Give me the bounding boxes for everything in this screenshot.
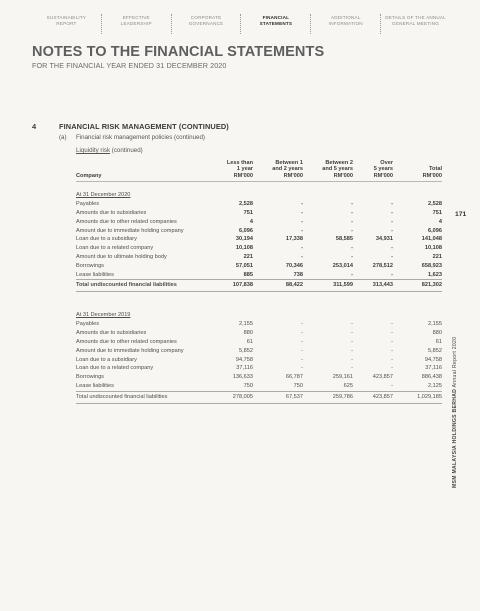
total-row bbox=[76, 280, 442, 292]
value-cell: - bbox=[301, 365, 303, 372]
value-cell: - bbox=[391, 254, 393, 260]
value-cell: 738 bbox=[293, 271, 303, 278]
value-cell: - bbox=[301, 210, 303, 217]
liquidity-maturity-table bbox=[76, 160, 442, 404]
value-cell: - bbox=[351, 254, 353, 260]
column-header bbox=[303, 160, 353, 182]
column-header-line: 5 years bbox=[373, 166, 393, 173]
column-header-line: Less than bbox=[226, 160, 253, 166]
value-cell: 4 bbox=[249, 218, 253, 225]
page-title: NOTES TO THE FINANCIAL STATEMENTS bbox=[32, 44, 325, 60]
value-cell: - bbox=[391, 382, 393, 389]
column-header bbox=[353, 160, 393, 182]
row-label: Amounts due to other related companies bbox=[76, 218, 177, 225]
table-header-row bbox=[76, 160, 442, 182]
table-row bbox=[76, 253, 442, 262]
value-cell: - bbox=[391, 201, 393, 208]
value-cell: 141,048 bbox=[421, 236, 442, 243]
value-cell: - bbox=[351, 245, 353, 252]
value-cell: 6,096 bbox=[239, 227, 253, 234]
nav-item-sustainability[interactable] bbox=[32, 14, 101, 34]
year-heading: At 31 December 2020 bbox=[76, 191, 131, 198]
value-cell: 2,528 bbox=[428, 201, 442, 208]
value-cell: 2,155 bbox=[428, 321, 442, 328]
nav-item-line: FINANCIAL bbox=[262, 15, 290, 20]
value-cell: - bbox=[301, 347, 303, 354]
value-cell: 10,108 bbox=[235, 245, 253, 252]
column-header-line: RM'000 bbox=[333, 172, 353, 179]
value-cell: - bbox=[351, 271, 353, 278]
value-cell: 94,758 bbox=[424, 356, 442, 363]
side-company-name: MSM MALAYSIA HOLDINGS BERHAD bbox=[452, 388, 458, 488]
total-row bbox=[76, 391, 442, 403]
value-cell: - bbox=[301, 356, 303, 363]
value-cell: - bbox=[391, 356, 393, 363]
total-value: 821,302 bbox=[393, 280, 442, 292]
value-cell: 57,051 bbox=[235, 262, 253, 269]
value-cell: - bbox=[301, 254, 303, 260]
table-row bbox=[76, 209, 442, 218]
value-cell: - bbox=[351, 227, 353, 234]
value-cell: 259,161 bbox=[332, 374, 353, 381]
value-cell: 625 bbox=[343, 382, 353, 389]
value-cell: 37,116 bbox=[236, 365, 253, 372]
nav-item-corporate[interactable] bbox=[171, 14, 241, 34]
value-cell: - bbox=[351, 218, 353, 225]
value-cell: 5,852 bbox=[428, 347, 442, 354]
nav-item-financial[interactable] bbox=[240, 14, 310, 34]
total-value: 1,029,185 bbox=[393, 391, 442, 403]
value-cell: - bbox=[391, 330, 393, 337]
table-row bbox=[76, 227, 442, 236]
value-cell: - bbox=[391, 338, 393, 345]
value-cell: 2,155 bbox=[239, 321, 253, 328]
value-cell: - bbox=[351, 356, 353, 363]
row-label: Amount due to immediate holding company bbox=[76, 227, 184, 234]
value-cell: - bbox=[351, 347, 353, 354]
nav-item-line: SUSTAINABILITY bbox=[46, 15, 87, 20]
table-row bbox=[76, 356, 442, 365]
column-header-line: Between 2 bbox=[325, 160, 353, 166]
total-value: 259,786 bbox=[303, 391, 353, 403]
value-cell: 253,014 bbox=[332, 262, 353, 269]
value-cell: 221 bbox=[432, 254, 442, 260]
table-row bbox=[76, 320, 442, 329]
total-value: 88,422 bbox=[253, 280, 303, 292]
value-cell: 37,116 bbox=[425, 365, 442, 372]
row-label: Amounts due to other related companies bbox=[76, 338, 177, 345]
table-row bbox=[76, 235, 442, 244]
nav-item-details-of-the-annual[interactable] bbox=[380, 14, 450, 34]
nav-item-additional[interactable] bbox=[310, 14, 380, 34]
column-header bbox=[253, 160, 303, 182]
row-label: Amount due to ultimate holding body bbox=[76, 254, 167, 260]
column-header-line: and 5 years bbox=[322, 166, 353, 173]
value-cell: 1,623 bbox=[428, 271, 442, 278]
column-header-line: Over bbox=[380, 160, 393, 166]
row-label: Payables bbox=[76, 321, 100, 328]
table-row bbox=[76, 218, 442, 227]
column-header bbox=[76, 160, 216, 182]
row-label: Amounts due to subsidiaries bbox=[76, 210, 147, 217]
table-row bbox=[76, 347, 442, 356]
value-cell: 66,787 bbox=[285, 374, 303, 381]
table-row bbox=[76, 200, 442, 209]
nav-item-line: LEADERSHIP bbox=[120, 21, 152, 26]
value-cell: 2,125 bbox=[428, 382, 442, 389]
nav-item-line: GENERAL MEETING bbox=[392, 21, 440, 26]
total-value: 313,443 bbox=[353, 280, 393, 292]
side-report-name: Annual Report 2020 bbox=[452, 336, 458, 388]
value-cell: 6,096 bbox=[428, 227, 442, 234]
year-heading: At 31 December 2019 bbox=[76, 311, 131, 318]
value-cell: - bbox=[391, 218, 393, 225]
value-cell: 751 bbox=[243, 210, 253, 217]
column-header-line: RM'000 bbox=[283, 172, 303, 179]
value-cell: 34,931 bbox=[375, 236, 393, 243]
column-header-line: Between 1 bbox=[275, 160, 303, 166]
value-cell: 4 bbox=[438, 218, 442, 225]
row-label: Loan due to a related company bbox=[76, 365, 154, 372]
value-cell: - bbox=[301, 218, 303, 225]
column-header-line: RM'000 bbox=[422, 172, 442, 179]
value-cell: 658,923 bbox=[421, 262, 442, 269]
value-cell: 221 bbox=[243, 254, 253, 260]
total-value: 423,857 bbox=[353, 391, 393, 403]
value-cell: 30,194 bbox=[235, 236, 253, 243]
year-heading-cell bbox=[76, 302, 442, 320]
nav-item-line: EFFECTIVE bbox=[122, 15, 150, 20]
value-cell: - bbox=[351, 330, 353, 337]
column-header-line: and 2 years bbox=[272, 166, 303, 173]
nav-item-line: DETAILS OF THE ANNUAL bbox=[385, 15, 446, 20]
total-label: Total undiscounted financial liabilities bbox=[76, 391, 216, 403]
value-cell: 750 bbox=[293, 382, 303, 389]
subsection-marker: (a) bbox=[59, 134, 67, 141]
side-report-label bbox=[452, 218, 458, 488]
value-cell: 61 bbox=[435, 338, 442, 345]
value-cell: - bbox=[391, 245, 393, 252]
value-cell: 423,857 bbox=[372, 374, 393, 381]
row-label: Amounts due to subsidiaries bbox=[76, 330, 147, 337]
table-row bbox=[76, 329, 442, 338]
value-cell: - bbox=[301, 321, 303, 328]
value-cell: - bbox=[351, 210, 353, 217]
value-cell: - bbox=[301, 338, 303, 345]
nav-item-line: INFORMATION bbox=[328, 21, 363, 26]
table-row bbox=[76, 373, 442, 382]
nav-item-line: ADDITIONAL bbox=[330, 15, 361, 20]
table-row bbox=[76, 262, 442, 271]
row-label: Amount due to immediate holding company bbox=[76, 347, 184, 354]
liquidity-risk-suffix: (continued) bbox=[110, 147, 143, 154]
table-row bbox=[76, 364, 442, 373]
column-header-line: RM'000 bbox=[233, 172, 253, 179]
total-value: 67,537 bbox=[253, 391, 303, 403]
value-cell: 751 bbox=[432, 210, 442, 217]
value-cell: - bbox=[391, 365, 393, 372]
nav-item-effective[interactable] bbox=[101, 14, 171, 34]
year-heading-cell bbox=[76, 182, 442, 201]
value-cell: 136,633 bbox=[232, 374, 253, 381]
value-cell: 5,852 bbox=[239, 347, 253, 354]
table-row bbox=[76, 244, 442, 253]
nav-item-line: GOVERNANCE bbox=[188, 21, 224, 26]
row-label: Loan due to a related company bbox=[76, 245, 154, 252]
value-cell: - bbox=[391, 321, 393, 328]
value-cell: - bbox=[301, 330, 303, 337]
row-label: Lease liabilities bbox=[76, 382, 114, 389]
value-cell: - bbox=[351, 365, 353, 372]
value-cell: 880 bbox=[243, 330, 253, 337]
value-cell: - bbox=[351, 201, 353, 208]
table-row bbox=[76, 338, 442, 347]
nav-item-line: REPORT bbox=[56, 21, 77, 26]
value-cell: 61 bbox=[246, 338, 253, 345]
value-cell: 94,758 bbox=[235, 356, 253, 363]
value-cell: 70,346 bbox=[285, 262, 303, 269]
column-header-line: Total bbox=[429, 166, 442, 173]
row-label: Lease liabilities bbox=[76, 271, 114, 278]
value-cell: - bbox=[391, 227, 393, 234]
value-cell: 885 bbox=[243, 271, 253, 278]
value-cell: 10,108 bbox=[424, 245, 442, 252]
value-cell: 2,528 bbox=[239, 201, 253, 208]
section-number: 4 bbox=[32, 122, 37, 131]
value-cell: - bbox=[391, 210, 393, 217]
total-value: 107,838 bbox=[216, 280, 253, 292]
column-header bbox=[393, 160, 442, 182]
value-cell: 58,585 bbox=[335, 236, 353, 243]
value-cell: - bbox=[301, 245, 303, 252]
subsection-heading: Financial risk management policies (continued) bbox=[76, 134, 205, 141]
total-label: Total undiscounted financial liabilities bbox=[76, 280, 216, 292]
value-cell: 17,338 bbox=[285, 236, 303, 243]
value-cell: - bbox=[351, 321, 353, 328]
value-cell: - bbox=[391, 347, 393, 354]
value-cell: - bbox=[391, 271, 393, 278]
section-navigation bbox=[32, 14, 450, 34]
value-cell: 880 bbox=[432, 330, 442, 337]
column-header-line: 1 year bbox=[236, 166, 253, 173]
value-cell: 886,438 bbox=[421, 374, 442, 381]
total-value: 311,599 bbox=[303, 280, 353, 292]
nav-item-line: STATEMENTS bbox=[259, 21, 293, 26]
row-label: Borrowings bbox=[76, 262, 104, 269]
row-label: Loan due to a subsidiary bbox=[76, 236, 137, 243]
section-heading: FINANCIAL RISK MANAGEMENT (CONTINUED) bbox=[59, 122, 229, 131]
value-cell: 750 bbox=[243, 382, 253, 389]
column-header-line: RM'000 bbox=[373, 172, 393, 179]
column-header-line: Company bbox=[76, 172, 102, 179]
value-cell: 278,512 bbox=[372, 262, 393, 269]
page-subtitle: FOR THE FINANCIAL YEAR ENDED 31 DECEMBER 2020 bbox=[32, 61, 227, 70]
row-label: Borrowings bbox=[76, 374, 104, 381]
value-cell: - bbox=[301, 227, 303, 234]
column-header bbox=[216, 160, 253, 182]
row-label: Payables bbox=[76, 201, 100, 208]
year-heading-row bbox=[76, 302, 442, 320]
value-cell: - bbox=[301, 201, 303, 208]
value-cell: - bbox=[351, 338, 353, 345]
total-value: 278,005 bbox=[216, 391, 253, 403]
row-label: Loan due to a subsidiary bbox=[76, 356, 137, 363]
liquidity-risk-label: Liquidity risk bbox=[76, 147, 111, 154]
table-row bbox=[76, 382, 442, 391]
spacer-row bbox=[76, 292, 442, 303]
year-heading-row bbox=[76, 182, 442, 201]
table-row bbox=[76, 271, 442, 280]
nav-item-line: CORPORATE bbox=[190, 15, 222, 20]
page-number: 171 bbox=[455, 211, 467, 218]
liquidity-risk-heading bbox=[76, 147, 143, 154]
